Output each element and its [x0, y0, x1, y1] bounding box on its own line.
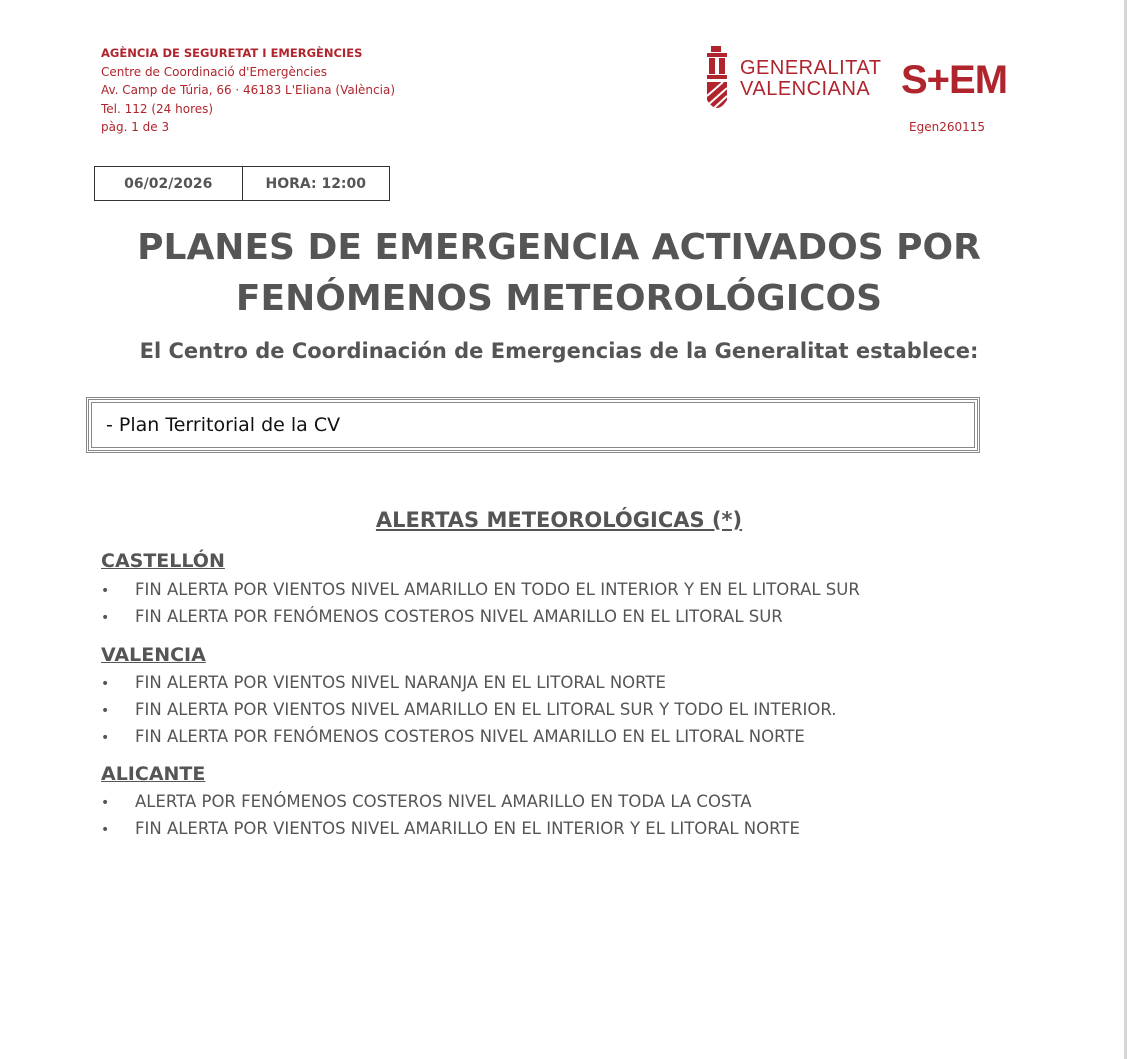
title-line2: FENÓMENOS METEOROLÓGICOS: [235, 278, 883, 319]
gv-line1: GENERALITAT: [740, 57, 882, 79]
bullet: •: [101, 703, 110, 719]
region-heading: ALICANTE: [101, 763, 206, 785]
alerts-title: ALERTAS METEOROLÓGICAS (*): [375, 508, 743, 532]
bullet: •: [101, 676, 110, 692]
alert-text: FIN ALERTA POR VIENTOS NIVEL NARANJA EN EL LITORAL NORTE: [135, 673, 666, 692]
list-item: [101, 580, 860, 599]
bullet: •: [101, 822, 110, 838]
alert-text: FIN ALERTA POR FENÓMENOS COSTEROS NIVEL AMARILLO EN EL LITORAL NORTE: [135, 727, 805, 746]
bullet: •: [101, 583, 110, 599]
date-time-box: [94, 166, 390, 201]
time-cell: HORA: 12:00: [242, 167, 390, 200]
sem-logo: S+EM: [901, 58, 1008, 102]
list-item: [101, 700, 836, 719]
list-item: [101, 727, 805, 746]
gv-line2: VALENCIANA: [740, 78, 871, 100]
list-item: [101, 792, 752, 811]
page-number: pàg. 1 de 3: [101, 120, 170, 134]
bullet: •: [101, 730, 110, 746]
agency-header: [101, 44, 395, 137]
generalitat-wordmark: [740, 58, 881, 100]
agency-address: Av. Camp de Túria, 66 · 46183 L'Eliana (València): [101, 83, 395, 97]
page-title: [0, 222, 1118, 324]
title-line1: PLANES DE EMERGENCIA ACTIVADOS POR: [137, 227, 981, 268]
region-heading: CASTELLÓN: [101, 550, 225, 572]
document-code: Egen260115: [909, 120, 985, 134]
alert-text: FIN ALERTA POR FENÓMENOS COSTEROS NIVEL AMARILLO EN EL LITORAL SUR: [135, 607, 783, 626]
alert-text: ALERTA POR FENÓMENOS COSTEROS NIVEL AMARILLO EN TODA LA COSTA: [135, 792, 752, 811]
list-item: [101, 673, 666, 692]
date-cell: 06/02/2026: [124, 175, 213, 192]
plan-text: - Plan Territorial de la CV: [91, 402, 975, 448]
agency-center: Centre de Coordinació d'Emergències: [101, 64, 328, 79]
list-item: [101, 819, 800, 838]
agency-phone: Tel. 112 (24 hores): [101, 101, 214, 116]
alert-text: FIN ALERTA POR VIENTOS NIVEL AMARILLO EN EL INTERIOR Y EL LITORAL NORTE: [135, 819, 800, 838]
alert-text: FIN ALERTA POR VIENTOS NIVEL AMARILLO EN TODO EL INTERIOR Y EN EL LITORAL SUR: [135, 580, 860, 599]
agency-name: AGÈNCIA DE SEGURETAT I EMERGÈNCIES: [101, 46, 363, 60]
bullet: •: [101, 795, 110, 811]
list-item: [101, 607, 783, 626]
region-heading: VALENCIA: [101, 644, 206, 666]
plan-box: [86, 397, 980, 453]
subtitle: El Centro de Coordinación de Emergencias de la Generalitat establece:: [139, 339, 979, 363]
alert-text: FIN ALERTA POR VIENTOS NIVEL AMARILLO EN EL LITORAL SUR Y TODO EL INTERIOR.: [135, 700, 837, 719]
bullet: •: [101, 610, 110, 626]
